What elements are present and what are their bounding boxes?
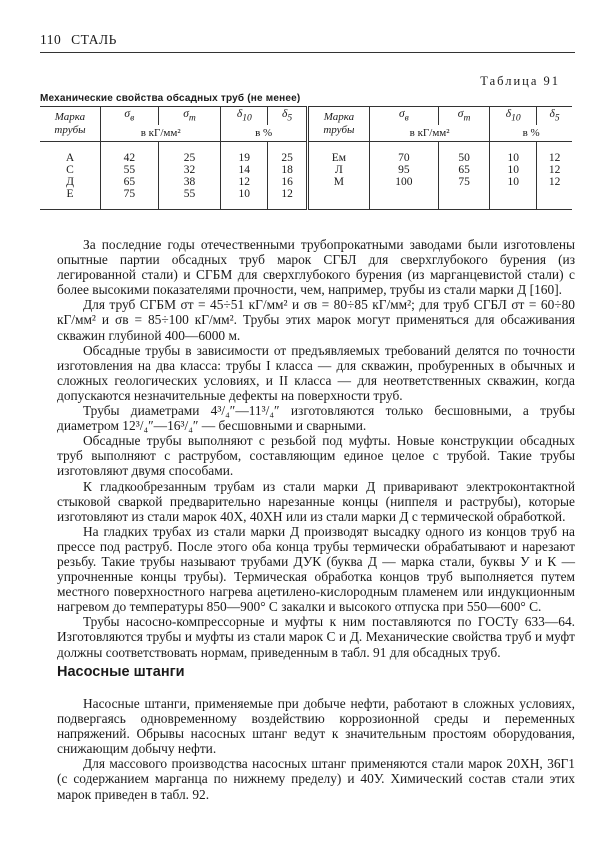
section-name: СТАЛЬ xyxy=(71,32,117,47)
col-sigma-b-right: $\sigma_в$ xyxy=(369,107,438,126)
unit-elongation: в % xyxy=(221,125,308,142)
left-sigma-t-values: 25 32 38 55 xyxy=(158,142,221,210)
right-sigma-b-values: 70 95 100 xyxy=(369,142,438,210)
left-delta5-values: 25 18 16 12 xyxy=(268,142,308,210)
right-delta10-values: 10 10 10 xyxy=(490,142,537,210)
table-body-row xyxy=(40,142,572,210)
paragraph: Трубы диаметрами 4³/₄″—11³/₄″ изготовляются только бесшовными, а трубы диаметром 12³/₄″—16³/₄″ — бесшовными и сварными. xyxy=(57,403,575,434)
unit-elongation-right: в % xyxy=(490,125,572,142)
table-number: Таблица 91 xyxy=(480,74,560,88)
col-delta10-right: $\delta_{10}$ xyxy=(490,107,537,126)
section-title: Насосные штанги xyxy=(57,664,185,680)
col-delta10: $\delta_{10}$ xyxy=(221,107,268,126)
left-delta10-values: 19 14 12 10 xyxy=(221,142,268,210)
unit-stress: в кГ/мм² xyxy=(101,125,221,142)
right-sigma-t-values: 50 65 75 xyxy=(438,142,489,210)
col-sigma-t: $\sigma_т$ xyxy=(158,107,221,126)
col-sigma-b: $\sigma_в$ xyxy=(101,107,159,126)
paragraph: Обсадные трубы выполняют с резьбой под муфты. Новые конструкции обсадных труб выполняют с раструбом, составляющим единое целое с трубой. Такие трубы изготовляют двумя способами. xyxy=(57,433,575,479)
table-caption: Механические свойства обсадных труб (не менее) xyxy=(40,93,301,104)
paragraph: Для массового производства насосных штанг применяются стали марок 20ХН, 36Г1 (с содержанием марганца по нижнему пределу) и 40У. Химический состав стали этих марок приведен в табл. 92. xyxy=(57,756,575,802)
col-delta5: $\delta_5$ xyxy=(268,107,308,126)
paragraph: Для труб СГБМ σт = 45÷51 кГ/мм² и σв = 80÷85 кГ/мм²; для труб СГБЛ σт = 60÷80 кГ/мм² и σв = 85÷100 кГ/мм². Трубы этих марок могут применяться для обсаживания скважин глубиной 400—6000 м. xyxy=(57,297,575,343)
right-delta5-values: 12 12 12 xyxy=(537,142,572,210)
page-number: 110 xyxy=(40,32,62,47)
col-delta5-right: $\delta_5$ xyxy=(537,107,572,126)
body-text-section xyxy=(57,696,575,802)
grade-header-right: Марка трубы xyxy=(307,107,369,142)
paragraph: К гладкообрезанным трубам из стали марки Д приваривают электроконтактной стыковой сваркой предварительно нарезанные концы (ниппеля и раструбы), которые изготовляют из стали марок 40Х, 40ХН или из стали марки Д с термической обработкой. xyxy=(57,478,575,524)
properties-table xyxy=(40,106,572,210)
right-grades: Ем Л М xyxy=(307,142,369,210)
header-rule xyxy=(40,52,575,53)
paragraph: Насосные штанги, применяемые при добыче нефти, работают в сложных условиях, подвергаясь одновременному воздействию коррозионной среды и переменных напряжений. Обрывы насосных штанг ведут к значительным простоям оборудования, снижающим добычу нефти. xyxy=(57,696,575,757)
grade-header: Марка трубы xyxy=(40,107,101,142)
paragraph: На гладких трубах из стали марки Д производят высадку одного из концов труб на прессе под раструб. После этого оба конца трубы термически обрабатывают и нарезают резьбу. Такие трубы называют трубами ДУК (буква Д — марка стали, буквы У и К — упрочненные концы трубы). Термическая обработка концов труб выполняется путем местного поверхностного нагрева ацетилено-кислородным пламенем или индукционным нагревом до температуры 850—900° С закалки и высокого отпуска при 550—600° С. xyxy=(57,523,575,615)
paragraph: Обсадные трубы в зависимости от предъявляемых требований делятся по точности изготовления на два класса: трубы I класса — для скважин, пробуренных в обычных и сложных геологических условиях, и II класса — для неответственных скважин, когда допускаются незначительные дефекты на поверхности труб. xyxy=(57,342,575,403)
left-sigma-b-values: 42 55 65 75 xyxy=(101,142,159,210)
body-text xyxy=(57,237,575,660)
paragraph: За последние годы отечественными трубопрокатными заводами были изготовлены опытные партии обсадных труб марок СГБЛ для сверхглубокого бурения (из легированной стали) и СГБМ для сверхглубокого бурения (из марганцевистой стали) с более высокими показателями прочности, чем, например, трубы из стали марки Д [160]. xyxy=(57,237,575,298)
col-sigma-t-right: $\sigma_т$ xyxy=(438,107,489,126)
paragraph: Трубы насосно-компрессорные и муфты к ним поставляются по ГОСТу 633—64. Изготовляются трубы и муфты из стали марок С и Д. Механические свойства труб и муфт должны соответствовать нормам, приведенным в табл. 91 для обсадных труб. xyxy=(57,614,575,660)
left-grades: А С Д Е xyxy=(40,142,101,210)
running-head xyxy=(40,32,117,48)
unit-stress-right: в кГ/мм² xyxy=(369,125,489,142)
